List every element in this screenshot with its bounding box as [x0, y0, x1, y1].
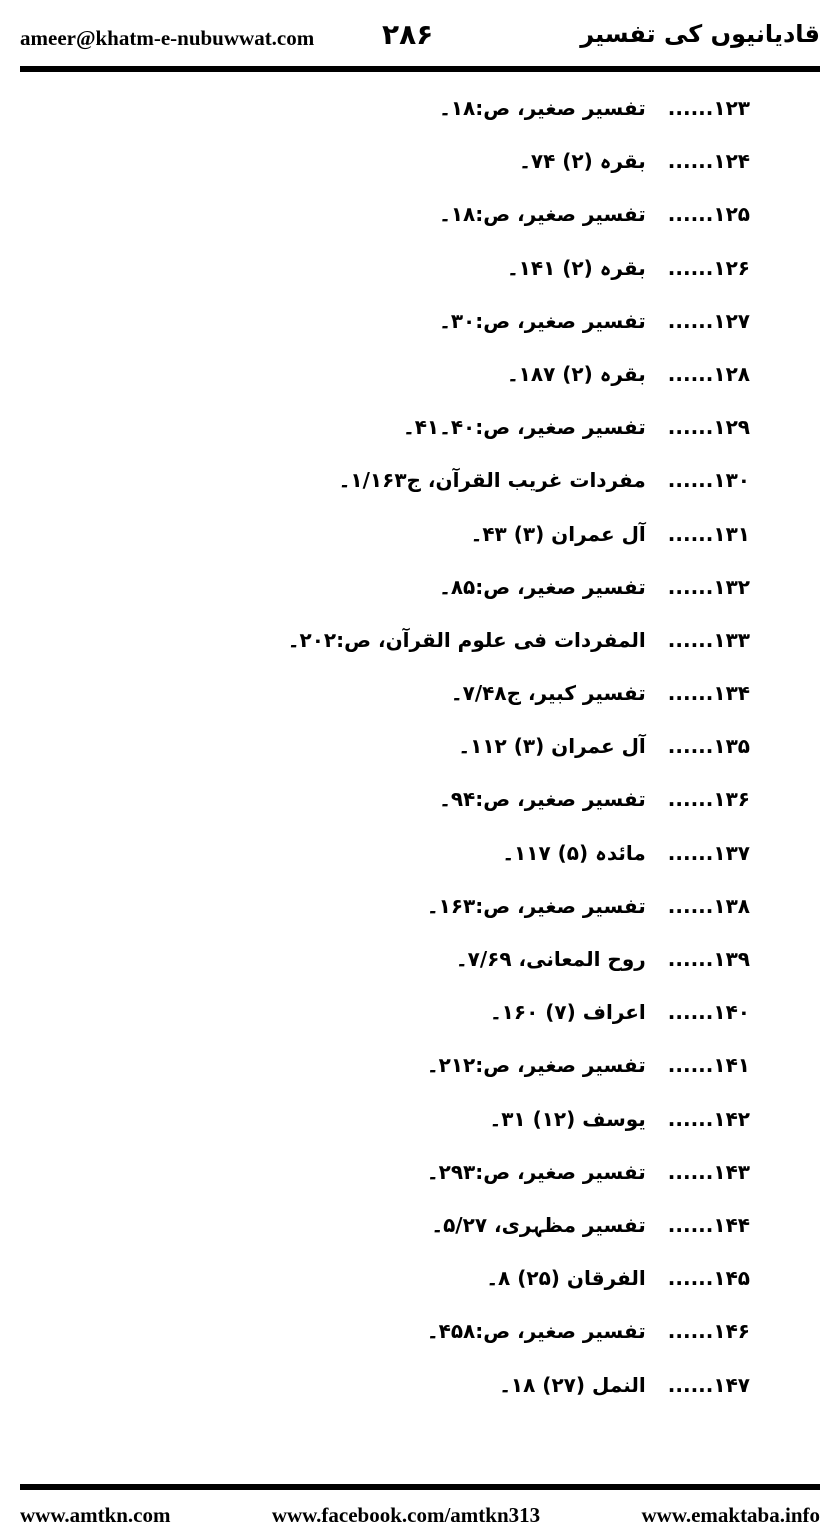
footnote-text: تفسیر کبیر، ج۷/۴۸۔ — [450, 681, 646, 706]
footnote-text: تفسیر مظہری، ۵/۲۷۔ — [431, 1212, 646, 1237]
footnote-text: تفسیر صغیر، ص:۴۰۔۴۱۔ — [402, 415, 646, 440]
footnote-item — [190, 614, 750, 667]
footnote-number: ۱۳۴...... — [667, 681, 750, 706]
footnote-text: یوسف (۱۲) ۳۱۔ — [489, 1106, 646, 1131]
page-footer — [20, 1500, 820, 1530]
footnote-number: ۱۲۳...... — [667, 96, 750, 120]
footnote-text: روح المعانی، ۷/۶۹۔ — [455, 947, 646, 971]
footnote-number: ۱۳۷...... — [667, 840, 750, 865]
footnote-number: ۱۴۵...... — [667, 1266, 750, 1291]
footnote-number: ۱۲۴...... — [667, 149, 750, 174]
footnote-number: ۱۳۶...... — [667, 787, 750, 812]
footnote-item — [190, 1252, 750, 1305]
footer-rule — [20, 1484, 820, 1490]
page-number: ۲۸۶ — [382, 18, 434, 51]
footnote-text: تفسیر صغیر، ص:۱۸۔ — [439, 96, 646, 120]
header-rule — [20, 66, 820, 72]
footnote-item — [190, 454, 750, 507]
footnote-text: بقرہ (۲) ۱۴۱۔ — [506, 255, 646, 280]
footnote-text: بقرہ (۲) ۷۴۔ — [519, 149, 646, 174]
footnote-number: ۱۳۵...... — [667, 734, 750, 759]
footnote-text: تفسیر صغیر، ص:۱۸۔ — [439, 202, 646, 227]
footnote-item — [190, 508, 750, 561]
footer-link-emaktaba[interactable]: www.emaktaba.info — [641, 1502, 820, 1527]
footnote-text: النمل (۲۷) ۱۸۔ — [499, 1372, 646, 1397]
page-header — [20, 18, 820, 58]
footnote-text: تفسیر صغیر، ص:۴۵۸۔ — [426, 1319, 646, 1344]
footnote-text: تفسیر صغیر، ص:۲۱۲۔ — [426, 1053, 646, 1078]
header-email: ameer@khatm-e-nubuwwat.com — [20, 26, 315, 50]
footnote-number: ۱۳۹...... — [667, 947, 750, 971]
footnote-text: تفسیر صغیر، ص:۸۵۔ — [439, 574, 646, 599]
footer-link-amtkn[interactable]: www.amtkn.com — [20, 1502, 171, 1527]
footnote-text: مفردات غریب القرآن، ج۱/۱۶۳۔ — [338, 468, 646, 493]
footnote-item — [190, 135, 750, 188]
footnote-number: ۱۴۰...... — [667, 1000, 750, 1025]
footnote-number: ۱۲۶...... — [667, 255, 750, 280]
footnote-text: تفسیر صغیر، ص:۱۶۳۔ — [426, 893, 646, 918]
footnote-number: ۱۴۴...... — [667, 1212, 750, 1237]
footnote-number: ۱۳۰...... — [667, 468, 750, 493]
footnote-list — [190, 82, 750, 1412]
footnote-item — [190, 720, 750, 773]
footnote-number: ۱۴۳...... — [667, 1159, 750, 1184]
book-title: قادیانیوں کی تفسیر — [580, 20, 820, 48]
footnote-text: مائدہ (۵) ۱۱۷۔ — [502, 840, 646, 865]
footnote-text: تفسیر صغیر، ص:۲۹۳۔ — [426, 1159, 646, 1184]
footnote-text: تفسیر صغیر، ص:۳۰۔ — [439, 308, 646, 333]
footnote-item — [190, 401, 750, 454]
footnote-item — [190, 827, 750, 880]
footnote-item — [190, 773, 750, 826]
footnote-item — [190, 880, 750, 933]
footnote-text: الفرقان (۲۵) ۸۔ — [486, 1266, 646, 1291]
footnote-item — [190, 561, 750, 614]
footnote-text: آل عمران (۳) ۴۳۔ — [470, 521, 646, 546]
footnote-number: ۱۴۶...... — [667, 1319, 750, 1344]
footnote-number: ۱۴۷...... — [667, 1372, 750, 1397]
footnote-text: تفسیر صغیر، ص:۹۴۔ — [439, 787, 646, 812]
footer-link-facebook[interactable]: www.facebook.com/amtkn313 — [271, 1502, 541, 1527]
footnote-item — [190, 667, 750, 720]
footnote-item — [190, 242, 750, 295]
footnote-number: ۱۳۸...... — [667, 893, 750, 918]
footnote-number: ۱۲۷...... — [667, 308, 750, 333]
footnote-number: ۱۲۹...... — [667, 415, 750, 440]
footnote-item — [190, 295, 750, 348]
footnote-text: المفردات فی علوم القرآن، ص:۲۰۲۔ — [287, 627, 646, 652]
footnote-number: ۱۳۲...... — [667, 574, 750, 599]
footnote-item — [190, 986, 750, 1039]
footnote-item — [190, 1039, 750, 1092]
footnote-number: ۱۳۱...... — [667, 521, 750, 546]
footnote-item — [190, 1305, 750, 1358]
footnote-text: آل عمران (۳) ۱۱۲۔ — [458, 734, 646, 759]
footnote-item — [190, 1146, 750, 1199]
footnote-number: ۱۴۲...... — [667, 1106, 750, 1131]
footnote-item — [190, 1359, 750, 1412]
footnote-item — [190, 188, 750, 241]
footnote-text: بقرہ (۲) ۱۸۷۔ — [506, 361, 646, 386]
footnote-text: اعراف (۷) ۱۶۰۔ — [489, 1000, 646, 1025]
footnote-number: ۱۴۱...... — [667, 1053, 750, 1078]
footnote-number: ۱۳۳...... — [667, 627, 750, 652]
footnote-item — [190, 933, 750, 986]
footnote-item — [190, 1199, 750, 1252]
footnote-number: ۱۲۵...... — [667, 202, 750, 227]
footnote-item — [190, 348, 750, 401]
footnote-number: ۱۲۸...... — [667, 361, 750, 386]
footnote-item — [190, 82, 750, 135]
footnote-item — [190, 1093, 750, 1146]
